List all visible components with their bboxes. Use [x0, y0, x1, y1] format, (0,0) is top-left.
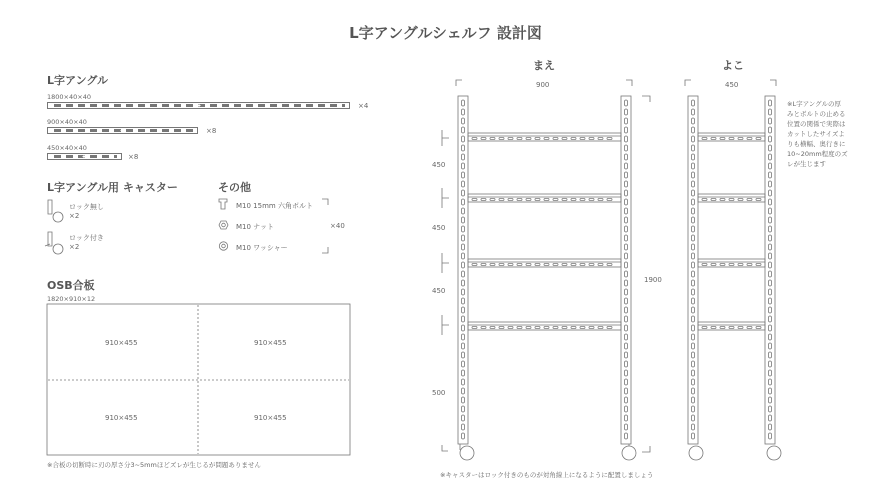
side-post-left-holes [692, 100, 695, 439]
side-caster-right [767, 446, 781, 460]
front-shelf-1 [468, 133, 621, 141]
front-spacing-3: 450 [432, 287, 446, 295]
side-shelf-2 [698, 194, 765, 202]
angles-heading: L字アングル [47, 74, 109, 87]
caster-lock-qty: ×2 [69, 243, 80, 251]
side-post-right-holes [769, 100, 772, 439]
osb-piece-3: 910×455 [105, 414, 138, 422]
casters-heading: L字アングル用 キャスター [47, 181, 178, 194]
side-width: 450 [725, 81, 739, 89]
osb-piece-1: 910×455 [105, 339, 138, 347]
angle-450-qty: ×8 [128, 153, 139, 161]
nut-icon [219, 221, 228, 229]
osb-piece-4: 910×455 [254, 414, 287, 422]
bolt-label: M10 15mm 六角ボルト [236, 202, 313, 210]
side-caster-left [689, 446, 703, 460]
washer-label: M10 ワッシャー [236, 244, 288, 252]
front-spacing-2: 450 [432, 224, 446, 232]
caster-nolock-label: ロック無し [69, 203, 104, 211]
side-post-right [765, 96, 775, 444]
osb-board [47, 304, 350, 455]
other-bracket-bottom [322, 247, 328, 253]
osb-size: 1820×910×12 [47, 295, 96, 303]
caster-lock-icon [45, 232, 63, 254]
angle-900-size: 900×40×40 [47, 118, 87, 126]
side-shelf-1 [698, 133, 765, 141]
front-shelf-2 [468, 194, 621, 202]
front-spacing-1: 450 [432, 161, 446, 169]
front-label: まえ [533, 59, 555, 72]
osb-heading: OSB合板 [47, 279, 95, 292]
side-post-left [688, 96, 698, 444]
front-post-right [621, 96, 631, 444]
angle-900-qty: ×8 [206, 127, 217, 135]
side-shelf-4 [698, 322, 765, 330]
front-spacing-4: 500 [432, 389, 446, 397]
caster-nolock-qty: ×2 [69, 212, 80, 220]
side-shelf-3 [698, 259, 765, 267]
caster-lock-label: ロック付き [69, 234, 104, 242]
front-shelf-3 [468, 259, 621, 267]
caster-nolock-icon [48, 200, 63, 222]
front-height: 1900 [644, 276, 662, 284]
angle-450-size: 450×40×40 [47, 144, 87, 152]
front-view [442, 80, 650, 460]
angle-1800-size: 1800×40×40 [47, 93, 91, 101]
nut-label: M10 ナット [236, 223, 275, 231]
angle-1800-qty: ×4 [358, 102, 369, 110]
front-post-left [458, 96, 468, 444]
bolt-icon [219, 199, 227, 209]
side-label: よこ [722, 59, 744, 72]
other-heading: その他 [218, 181, 251, 194]
front-post-left-holes [462, 100, 465, 439]
osb-piece-2: 910×455 [254, 339, 287, 347]
other-qty: ×40 [330, 222, 345, 230]
osb-note: ※合板の切断時に刃の厚さ分3~5mmほどズレが生じるが問題ありません [47, 461, 261, 469]
side-view [685, 80, 781, 460]
front-post-right-holes [625, 100, 628, 439]
washer-icon [219, 242, 227, 250]
caster-note: ※キャスターはロック付きのものが対角線上になるように配置しましょう [440, 471, 654, 479]
front-caster-right [622, 446, 636, 460]
front-width: 900 [536, 81, 550, 89]
other-bracket-top [322, 199, 328, 205]
page-title: L字アングルシェルフ 設計図 [349, 24, 542, 42]
front-shelf-4 [468, 322, 621, 330]
front-caster-left [460, 446, 474, 460]
